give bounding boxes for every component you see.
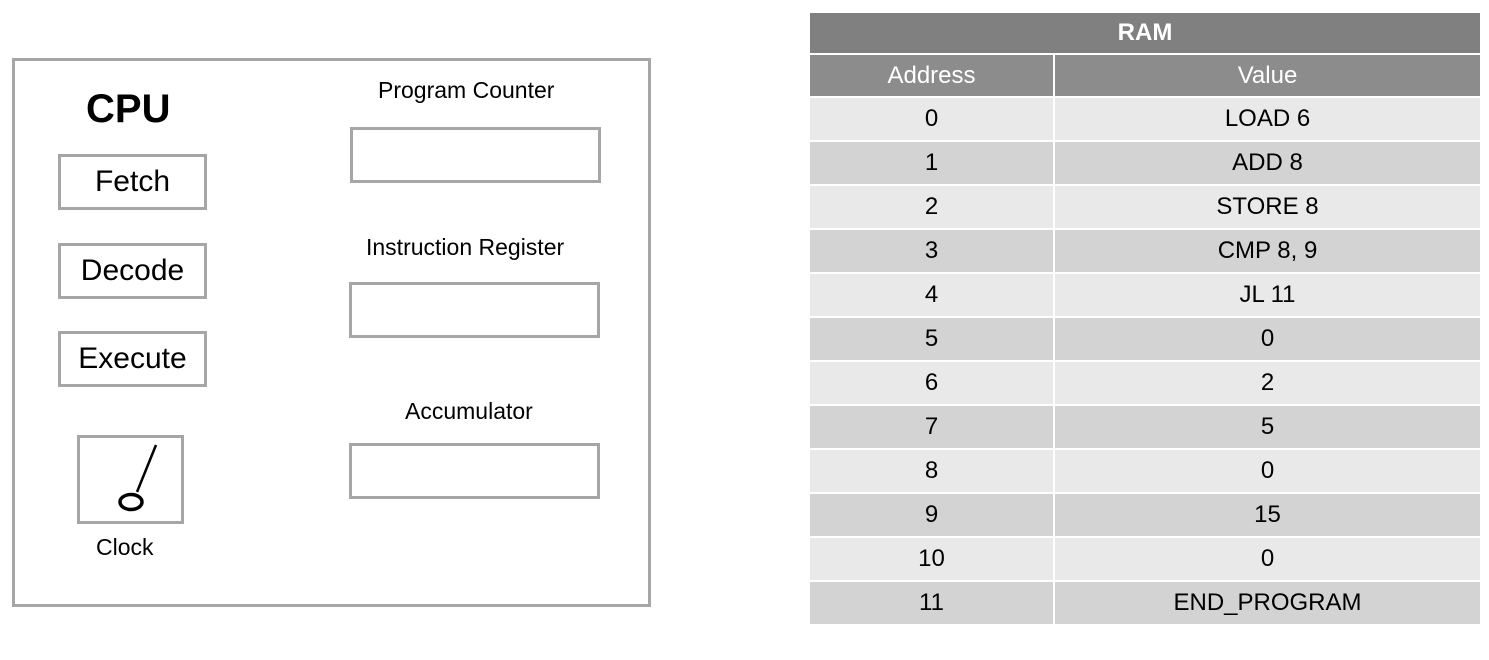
ram-value-cell: 0 (1054, 449, 1481, 493)
clock-toggle[interactable] (77, 435, 184, 524)
ram-row (809, 97, 1481, 141)
fetch-button[interactable]: Fetch (58, 154, 207, 210)
ram-address-cell: 9 (809, 493, 1054, 537)
execute-button[interactable]: Execute (58, 331, 207, 387)
ram-value-cell: 0 (1054, 317, 1481, 361)
ram-address-cell: 6 (809, 361, 1054, 405)
ram-header-row (809, 54, 1481, 97)
ram-row (809, 449, 1481, 493)
ram-address-cell: 4 (809, 273, 1054, 317)
ram-row (809, 405, 1481, 449)
accumulator-label: Accumulator (405, 398, 533, 424)
clock-label: Clock (96, 534, 154, 560)
ram-row (809, 493, 1481, 537)
ram-row (809, 317, 1481, 361)
ram-address-cell: 7 (809, 405, 1054, 449)
ram-address-cell: 3 (809, 229, 1054, 273)
ram-title: RAM (809, 12, 1481, 54)
ram-value-cell: END_PROGRAM (1054, 581, 1481, 625)
cpu-title: CPU (86, 87, 171, 131)
ram-address-cell: 8 (809, 449, 1054, 493)
ram-row (809, 185, 1481, 229)
ram-value-cell: LOAD 6 (1054, 97, 1481, 141)
ram-value-cell: STORE 8 (1054, 185, 1481, 229)
ram-address-cell: 11 (809, 581, 1054, 625)
ram-value-cell: JL 11 (1054, 273, 1481, 317)
accumulator-field (349, 443, 600, 499)
ram-row (809, 361, 1481, 405)
ram-address-cell: 10 (809, 537, 1054, 581)
ram-address-cell: 0 (809, 97, 1054, 141)
ram-value-cell: ADD 8 (1054, 141, 1481, 185)
ram-value-cell: CMP 8, 9 (1054, 229, 1481, 273)
toggle-lever-icon (80, 438, 181, 521)
ram-value-cell: 15 (1054, 493, 1481, 537)
ram-value-cell: 0 (1054, 537, 1481, 581)
ram-address-cell: 1 (809, 141, 1054, 185)
ram-address-cell: 2 (809, 185, 1054, 229)
ram-row (809, 537, 1481, 581)
decode-button[interactable]: Decode (58, 243, 207, 299)
ram-row (809, 141, 1481, 185)
program-counter-field (350, 127, 601, 183)
ram-title-row (809, 12, 1481, 54)
address-column-header: Address (809, 54, 1054, 97)
value-column-header: Value (1054, 54, 1481, 97)
ram-value-cell: 2 (1054, 361, 1481, 405)
ram-row (809, 229, 1481, 273)
instruction-register-field (349, 282, 600, 338)
ram-value-cell: 5 (1054, 405, 1481, 449)
ram-address-cell: 5 (809, 317, 1054, 361)
ram-row (809, 273, 1481, 317)
instruction-register-label: Instruction Register (366, 234, 565, 260)
ram-table (808, 11, 1482, 626)
ram-row (809, 581, 1481, 625)
program-counter-label: Program Counter (378, 77, 555, 103)
